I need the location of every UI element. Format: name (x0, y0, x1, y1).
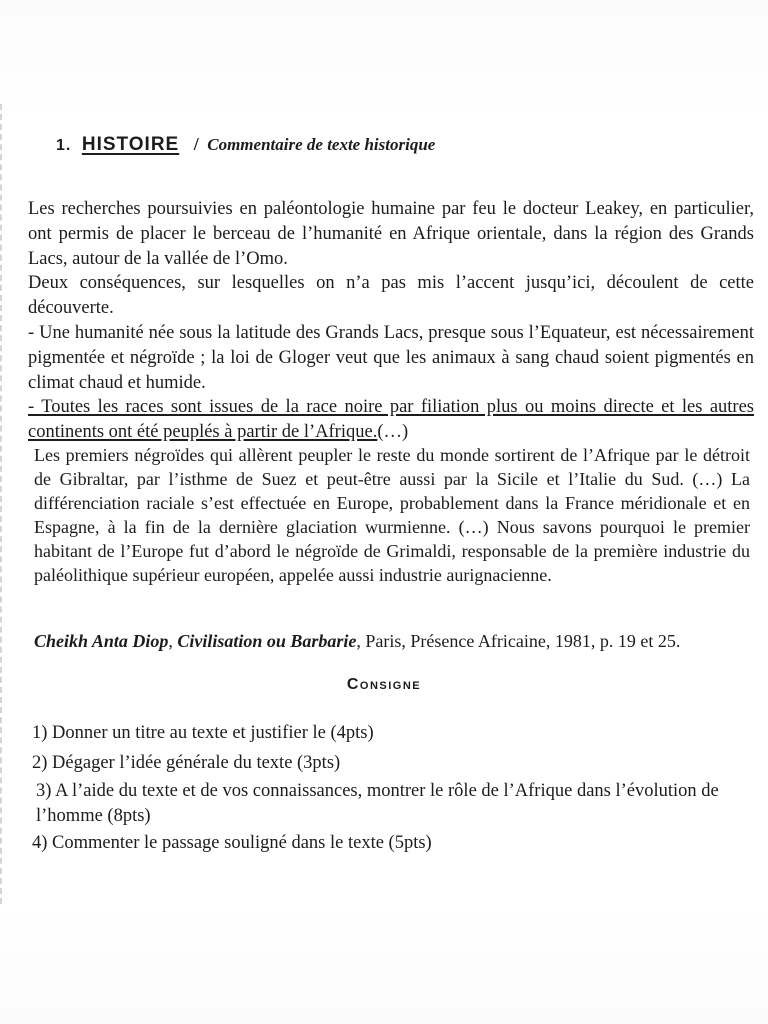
exercise-number: 1. (56, 137, 72, 154)
question-1: 1) Donner un titre au texte et justifier le (4pts) (32, 723, 374, 743)
ellipsis-marker: (…) (377, 422, 409, 442)
exercise-heading (56, 134, 435, 156)
scan-edge-marks (0, 104, 9, 904)
citation-details: , Paris, Présence Africaine, 1981, p. 19 et 25. (356, 631, 681, 651)
citation-author: Cheikh Anta Diop (34, 631, 169, 651)
text-paragraph-1: Les recherches poursuivies en paléontologie humaine par feu le docteur Leakey, en particulier, ont permis de placer le berceau de l’humanité en Afrique orientale, dans la région des Grands Lacs, autour de la vallée de l’Omo. (28, 199, 754, 269)
heading-separator: / (193, 134, 199, 154)
exercise-title: HISTOIRE (81, 134, 180, 155)
text-paragraph-3: - Une humanité née sous la latitude des Grands Lacs, presque sous l’Equateur, est nécessairement pigmentée et négroïde ; la loi de Gloger veut que les animaux à sang chaud soient pigmentés en climat chaud et humide. (28, 323, 754, 393)
underlined-passage (28, 395, 754, 445)
citation-comma: , (168, 631, 178, 651)
exercise-subtitle: Commentaire de texte historique (207, 135, 436, 154)
underlined-passage-text: - Toutes les races sont issues de la race noire par filiation plus ou moins directe et les autres continents ont été peuplés à partir de l’Afrique. (28, 397, 754, 442)
text-paragraph-5: Les premiers négroïdes qui allèrent peupler le reste du monde sortirent de l’Afrique par le détroit de Gibraltar, par l’isthme de Suez et peut-être aussi par la Sicile et l’Italie du Sud. (…) La différenciation raciale s’est effectuée en Europe, probablement dans la France méridionale et en Espagne, à la fin de la dernière glaciation wurmienne. (…) Nous savons pourquoi le premier habitant de l’Europe fut d’abord le négroïde de Grimaldi, responsable de la première industrie du paléolithique supérieur européen, appelée aussi industrie aurignacienne. (34, 445, 750, 585)
source-citation (34, 629, 750, 653)
question-4: 4) Commenter le passage souligné dans le texte (5pts) (32, 833, 432, 853)
question-3: 3) A l’aide du texte et de vos connaissances, montrer le rôle de l’Afrique dans l’évolution de l’homme (8pts) (36, 781, 719, 826)
consigne-title: Consigne (346, 676, 422, 693)
citation-work: Civilisation ou Barbarie (177, 631, 357, 651)
text-paragraph-2: Deux conséquences, sur lesquelles on n’a pas mis l’accent jusqu’ici, découlent de cette découverte. (28, 273, 754, 318)
question-2: 2) Dégager l’idée générale du texte (3pts) (32, 753, 341, 773)
